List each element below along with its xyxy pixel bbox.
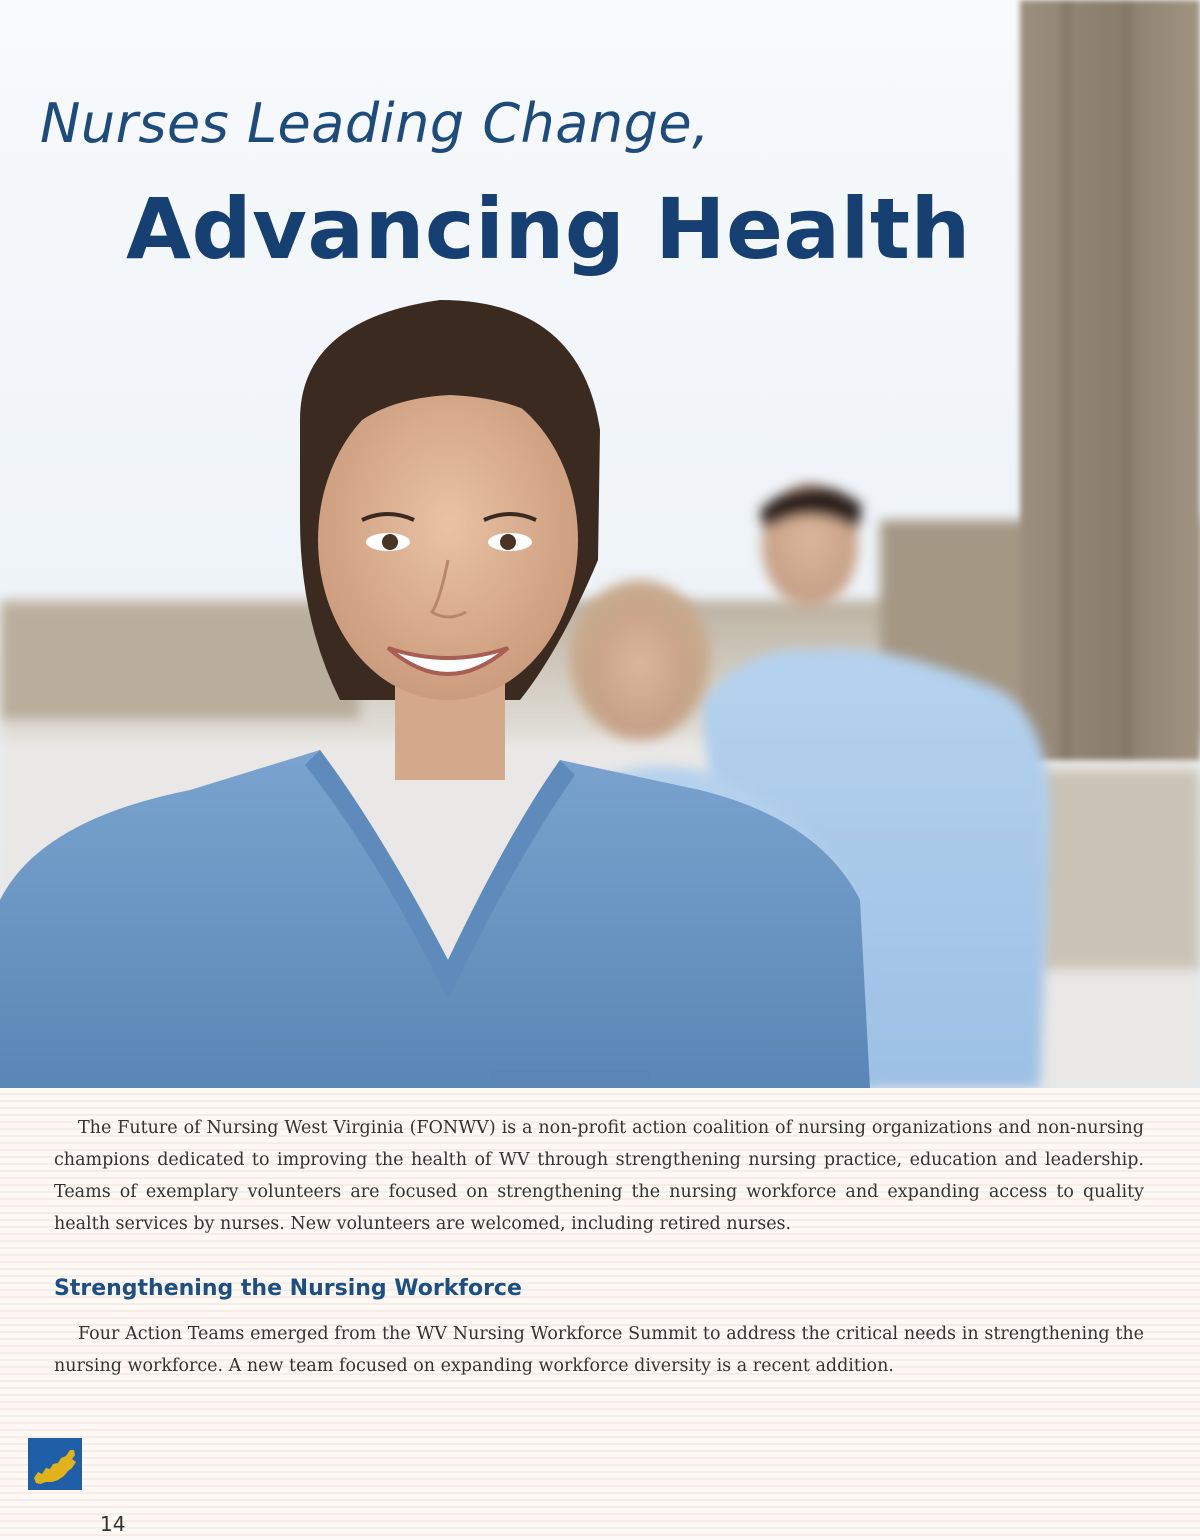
section-paragraph: Four Action Teams emerged from the WV Nursing Workforce Summit to address the critical needs in strengthening the nursing workforce. A new team focused on expanding workforce diversity is a recent addition. bbox=[54, 1324, 1144, 1376]
article-body bbox=[0, 1088, 1200, 1540]
page-number: 14 bbox=[100, 1512, 126, 1536]
section-heading: Strengthening the Nursing Workforce bbox=[54, 1276, 522, 1301]
west-virginia-state-icon bbox=[28, 1438, 82, 1490]
intro-paragraph: The Future of Nursing West Virginia (FONWV) is a non-profit action coalition of nursing organizations and non-nursing champions dedicated to improving the health of WV through strengthening nursing practice, education and leadership. Teams of exemplary volunteers are focused on strengthening the nursing workforce and expanding access to quality health services by nurses. New volunteers are welcomed, including retired nurses. bbox=[54, 1118, 1144, 1234]
title-line-1: Nurses Leading Change, bbox=[40, 92, 710, 155]
title-line-2: Advancing Health bbox=[126, 180, 971, 278]
